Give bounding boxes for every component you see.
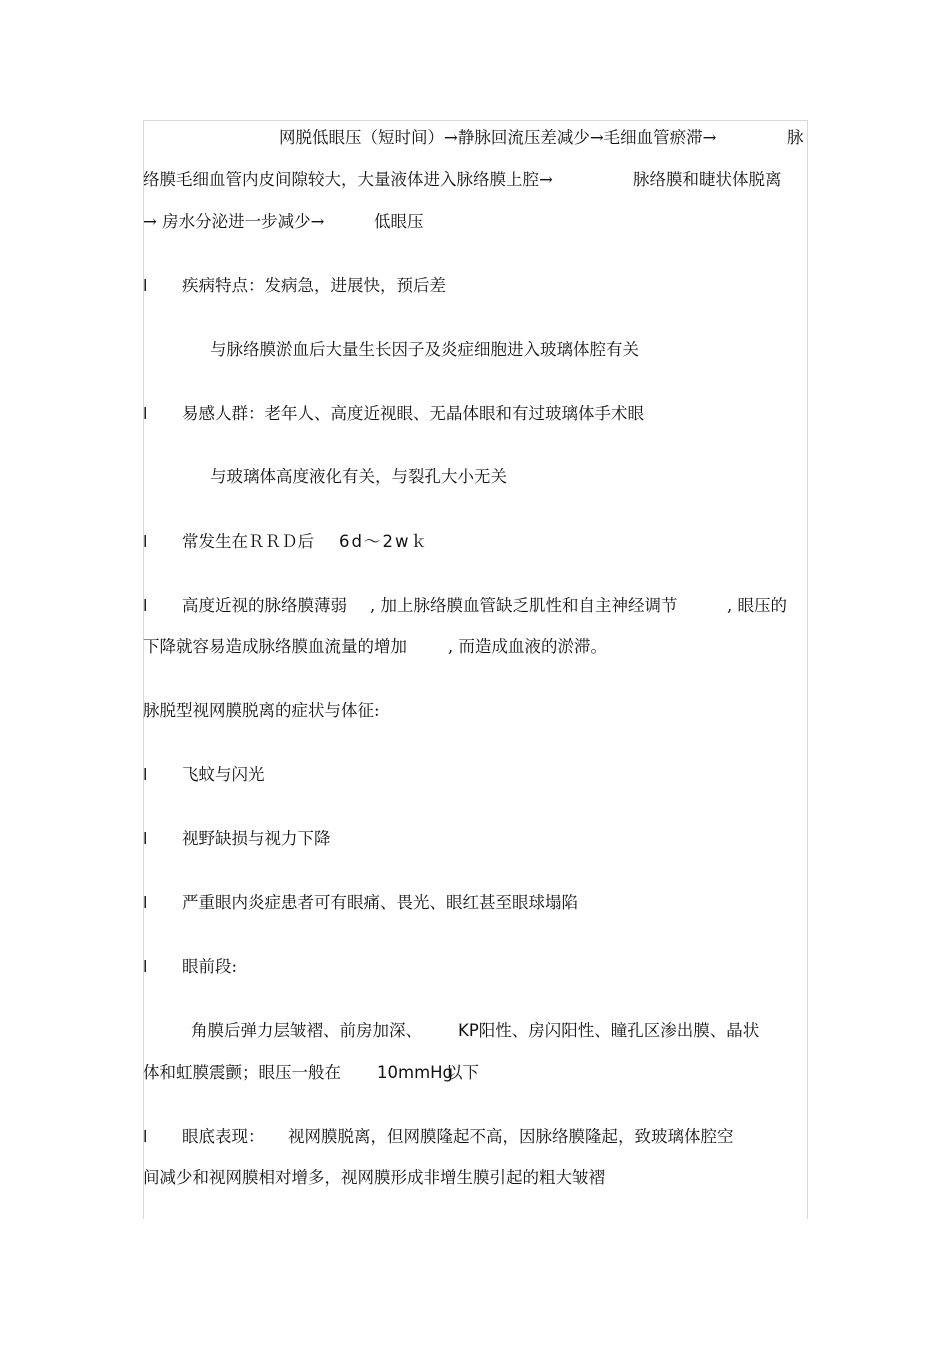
anterior-line-1a: 角膜后弹力层皱褶、前房加深、 [191, 1021, 422, 1040]
mechanism-line-3b: 低眼压 [374, 212, 424, 231]
anterior-line-2b: 10mmHg [377, 1063, 454, 1082]
myopia-line-1c: , 眼压的 [727, 596, 787, 615]
susceptible-note: 与玻璃体高度液化有关，与裂孔大小无关 [210, 467, 507, 486]
bullet-marker: l [143, 1127, 148, 1146]
mechanism-line-3a: → 房水分泌进一步减少→ [143, 212, 325, 231]
bullet-marker: l [143, 596, 148, 615]
myopia-line-1a: 高度近视的脉络膜薄弱 [182, 596, 347, 615]
disease-features: 疾病特点：发病急，进展快，预后差 [182, 276, 446, 295]
symptom-floaters: 飞蚊与闪光 [182, 765, 265, 784]
fundus-line-2: 间减少和视网膜相对增多，视网膜形成非增生膜引起的粗大皱褶 [143, 1168, 605, 1187]
mechanism-line-2b: 脉络膜和睫状体脱离 [633, 170, 782, 189]
bullet-marker: l [143, 765, 148, 784]
bullet-marker: l [143, 957, 148, 976]
fundus-line-1: 视网膜脱离，但网膜隆起不高，因脉络膜隆起，致玻璃体腔空 [288, 1127, 734, 1146]
onset-time: 6d～2wｋ [339, 532, 429, 551]
bullet-marker: l [143, 404, 148, 423]
susceptible-population: 易感人群：老年人、高度近视眼、无晶体眼和有过玻璃体手术眼 [182, 404, 644, 423]
mechanism-line-1a: 网脱低眼压（短时间）→静脉回流压差减少→毛细血管瘀滞→ [279, 128, 717, 147]
bullet-marker: l [143, 532, 148, 551]
onset-label: 常发生在ＲＲＤ后 [182, 532, 314, 551]
myopia-line-1b: , 加上脉络膜血管缺乏肌性和自主神经调节 [370, 596, 678, 615]
myopia-line-2b: , 而造成血液的淤滞。 [448, 637, 607, 656]
anterior-line-2a: 体和虹膜震颤；眼压一般在 [143, 1063, 341, 1082]
disease-note: 与脉络膜淤血后大量生长因子及炎症细胞进入玻璃体腔有关 [210, 340, 639, 359]
anterior-segment-heading: 眼前段: [182, 957, 238, 976]
mechanism-line-2a: 络膜毛细血管内皮间隙较大，大量液体进入脉络膜上腔→ [143, 170, 553, 189]
symptom-inflammation: 严重眼内炎症患者可有眼痛、畏光、眼红甚至眼球塌陷 [182, 893, 578, 912]
symptoms-heading: 脉脱型视网膜脱离的症状与体征: [143, 701, 380, 720]
symptom-visual-field: 视野缺损与视力下降 [182, 829, 331, 848]
anterior-line-1b: KP阳性、房闪阳性、瞳孔区渗出膜、晶状 [458, 1021, 760, 1040]
myopia-line-2a: 下降就容易造成脉络膜血流量的增加 [143, 637, 407, 656]
mechanism-line-1b: 脉 [787, 128, 804, 147]
bullet-marker: l [143, 829, 148, 848]
bullet-marker: l [143, 893, 148, 912]
fundus-label: 眼底表现： [182, 1127, 265, 1146]
bullet-marker: l [143, 276, 148, 295]
anterior-line-2c: 以下 [446, 1063, 479, 1082]
